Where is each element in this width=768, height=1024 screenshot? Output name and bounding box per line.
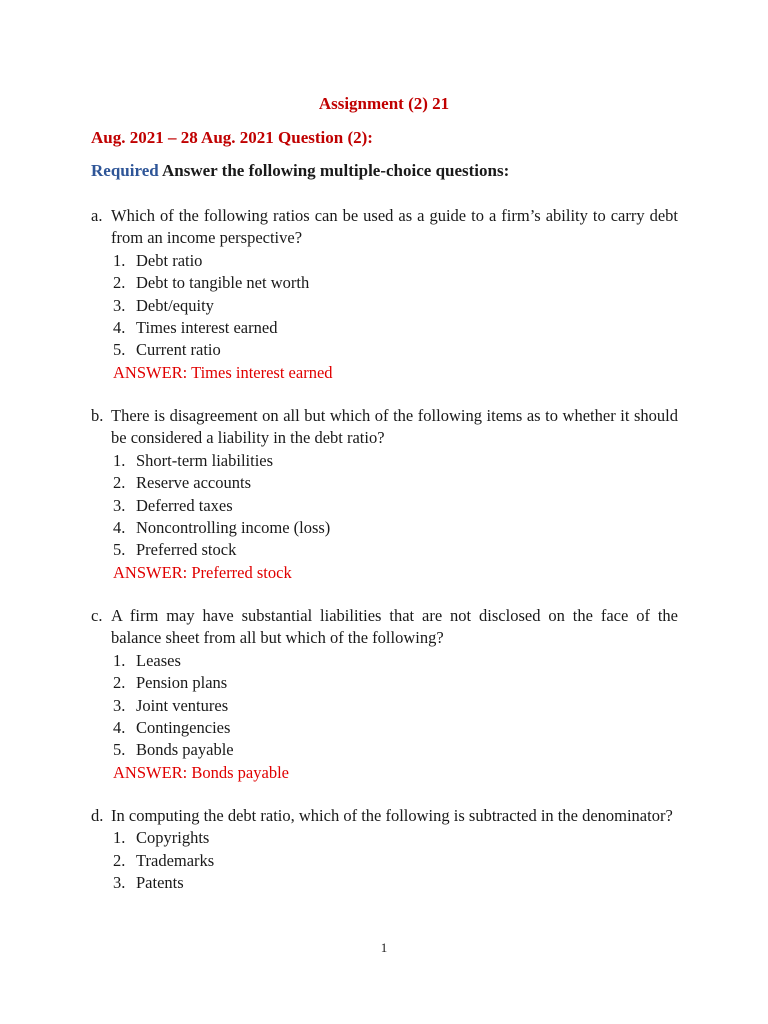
answer-line: ANSWER: Times interest earned xyxy=(113,362,333,382)
option-item: 4. Noncontrolling income (loss) xyxy=(113,518,331,538)
option-item: 2. Trademarks xyxy=(113,850,215,870)
question-letter: a. xyxy=(91,206,103,225)
required-instruction xyxy=(91,161,509,181)
question-text: There is disagreement on all but which of the following items as to whether it should be considered a liability in the debt ratio? xyxy=(111,406,678,448)
question-letter: b. xyxy=(91,406,104,425)
option-item: 3. Patents xyxy=(113,873,184,893)
option-item: 1. Debt ratio xyxy=(113,250,203,270)
question-letter: d. xyxy=(91,806,104,825)
options-list xyxy=(91,827,678,894)
question-text: In computing the debt ratio, which of the following is subtracted in the denominator? xyxy=(111,806,673,825)
question-text: A firm may have substantial liabilities that are not disclosed on the face of the balance sheet from all but which of the following? xyxy=(111,606,678,648)
question-a xyxy=(91,205,678,384)
options-list xyxy=(91,250,678,362)
dates-question-heading: Aug. 2021 – 28 Aug. 2021 Question (2): xyxy=(91,128,373,147)
option-item: 4. Contingencies xyxy=(113,718,231,738)
option-item: 1. Leases xyxy=(113,650,181,670)
page-number: 1 xyxy=(380,940,388,955)
required-label: Required xyxy=(91,161,159,180)
option-item: 1. Short-term liabilities xyxy=(113,450,274,470)
option-item: 2. Pension plans xyxy=(113,673,228,693)
option-item: 4. Times interest earned xyxy=(113,318,278,338)
option-item: 5. Current ratio xyxy=(113,340,221,360)
question-text: Which of the following ratios can be used as a guide to a firm’s ability to carry debt from an income perspective? xyxy=(111,206,678,248)
question-d xyxy=(91,805,678,895)
question-b xyxy=(91,405,678,584)
options-list xyxy=(91,450,678,562)
option-item: 3. Deferred taxes xyxy=(113,495,233,515)
question-c xyxy=(91,605,678,784)
answer-line: ANSWER: Preferred stock xyxy=(113,562,292,582)
option-item: 2. Debt to tangible net worth xyxy=(113,273,310,293)
question-letter: c. xyxy=(91,606,103,625)
instruction-text: Answer the following multiple-choice questions: xyxy=(162,161,510,180)
assignment-title: Assignment (2) 21 xyxy=(318,94,450,113)
option-item: 1. Copyrights xyxy=(113,828,210,848)
options-list xyxy=(91,650,678,762)
option-item: 3. Joint ventures xyxy=(113,695,229,715)
answer-line: ANSWER: Bonds payable xyxy=(113,762,289,782)
option-item: 5. Preferred stock xyxy=(113,540,237,560)
option-item: 2. Reserve accounts xyxy=(113,473,251,493)
option-item: 5. Bonds payable xyxy=(113,740,234,760)
option-item: 3. Debt/equity xyxy=(113,295,214,315)
